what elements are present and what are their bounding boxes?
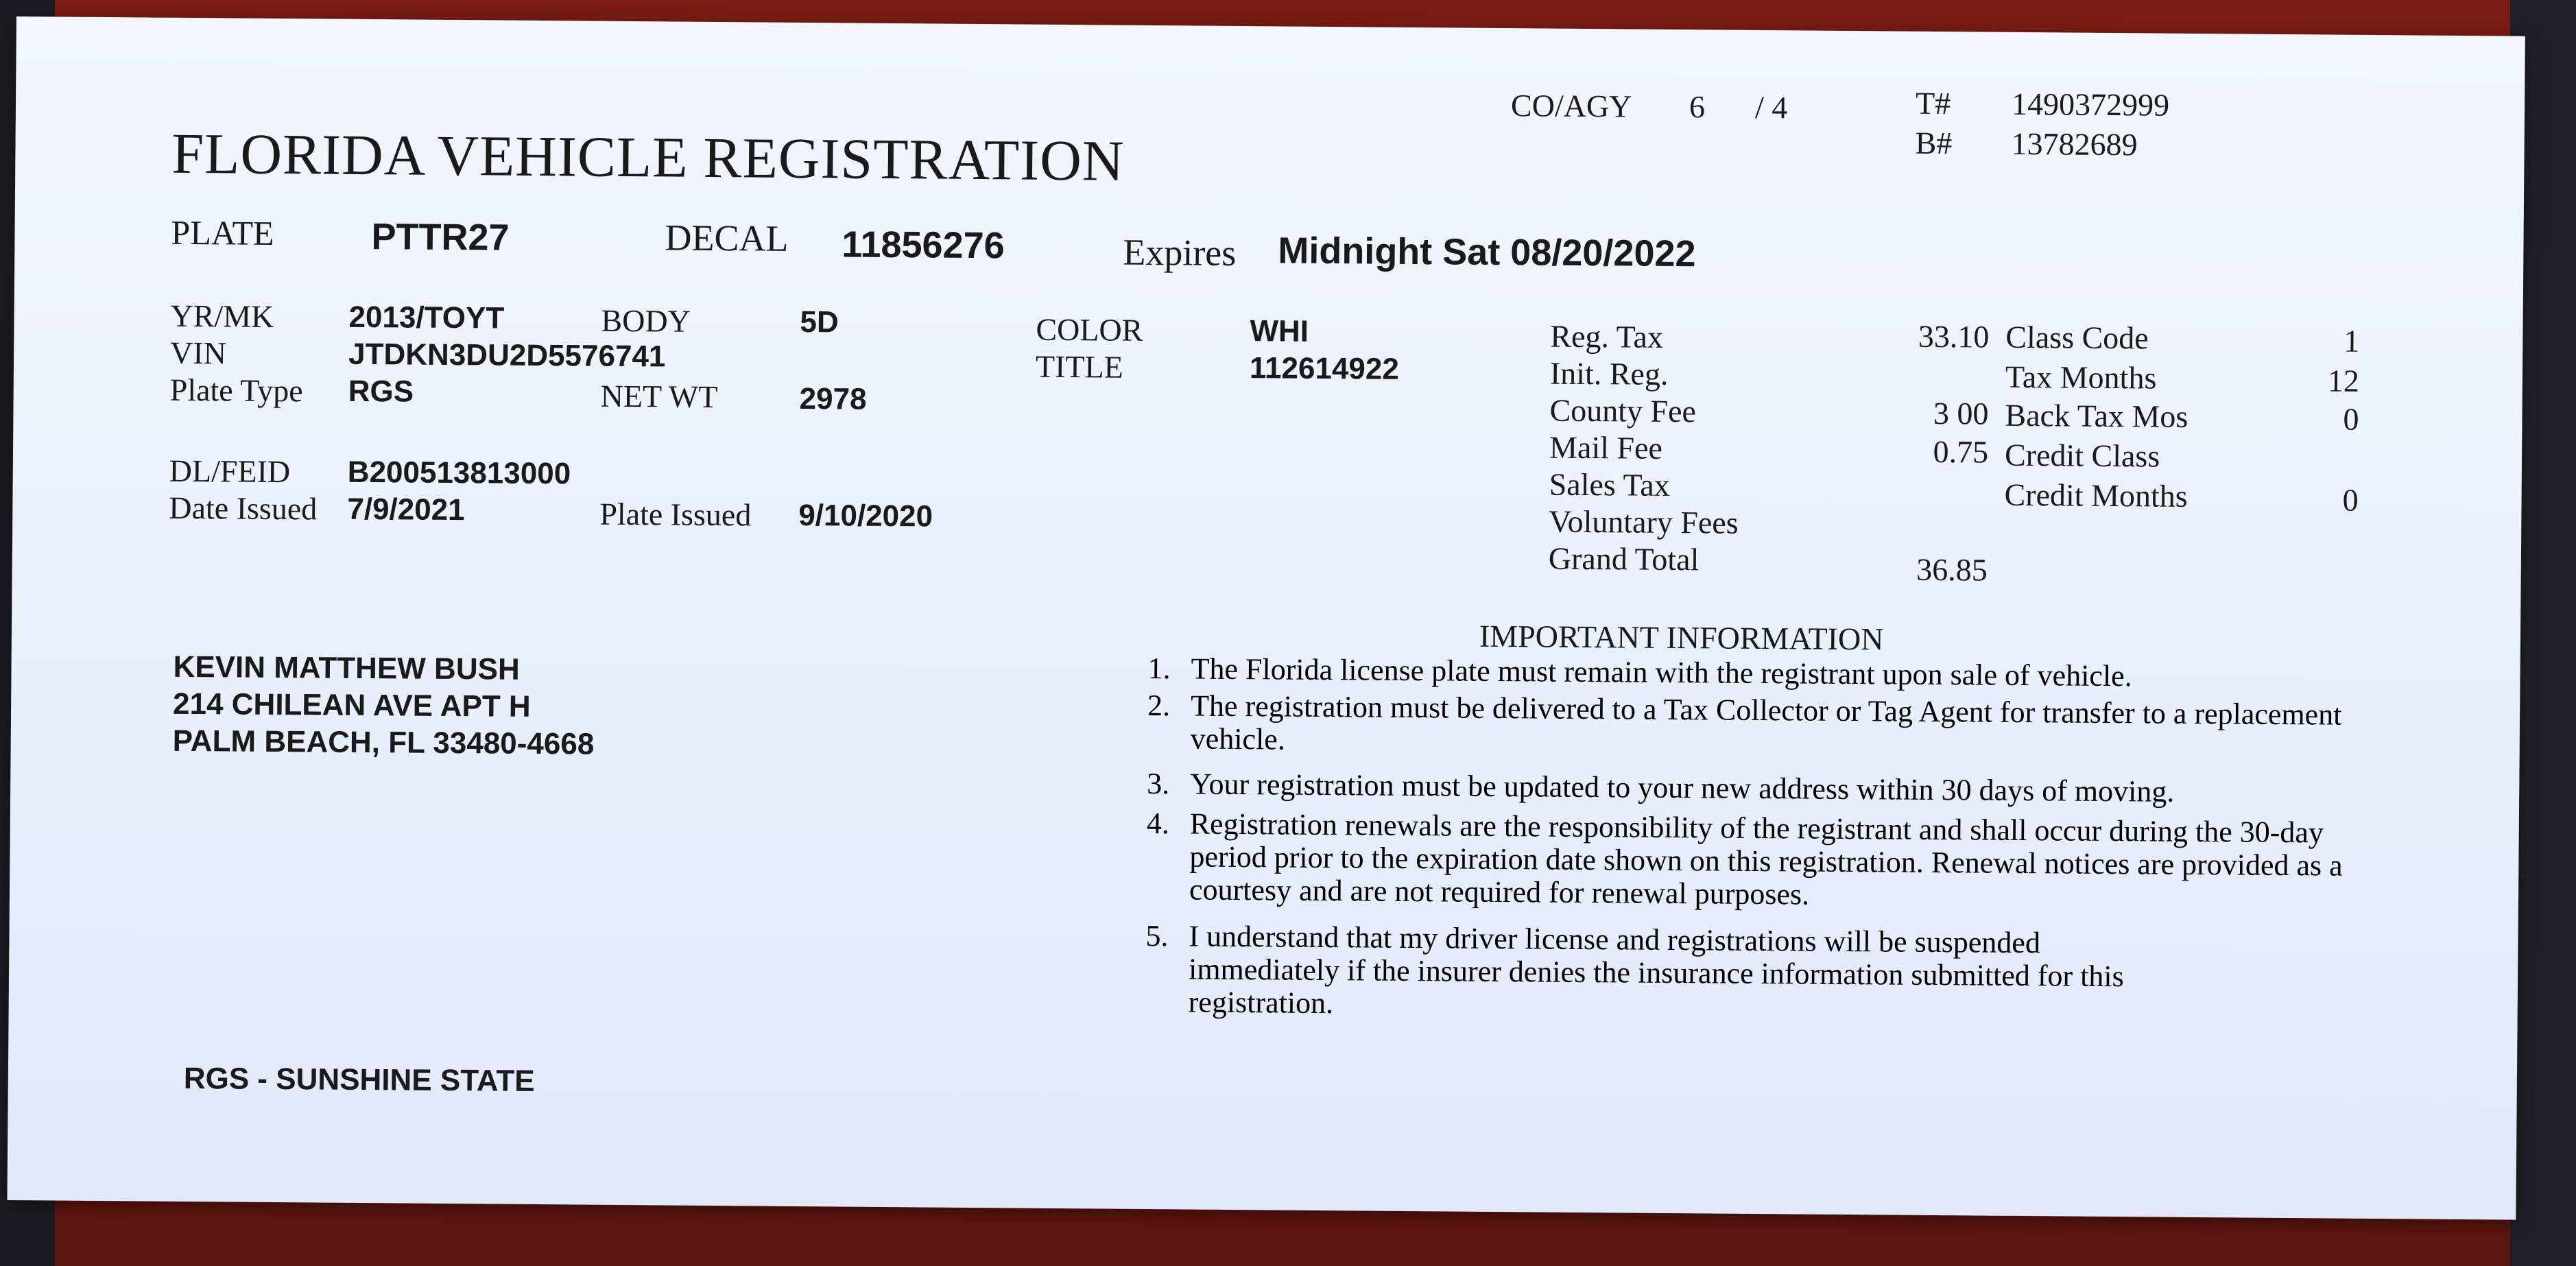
color-label: COLOR xyxy=(1036,311,1143,348)
vin-value: JTDKN3DU2D5576741 xyxy=(348,337,666,374)
co-agy-value: 6 xyxy=(1689,89,1706,125)
important-item xyxy=(1134,918,2369,1020)
important-item-text: The Florida license plate must remain with the registrant upon sale of vehicle. xyxy=(1191,652,2132,693)
important-item-text: Your registration must be updated to your new address within 30 days of moving. xyxy=(1190,767,2175,809)
important-item-text: The registration must be delivered to a Tax Collector or Tag Agent for transfer to a replacement vehicle. xyxy=(1190,689,2342,756)
color-value: WHI xyxy=(1250,314,1309,348)
yrmk-value: 2013/TOYT xyxy=(348,300,505,335)
owner-street: 214 CHILEAN AVE APT H xyxy=(172,686,531,724)
important-item-number: 2. xyxy=(1147,688,1171,723)
mail-fee-value: 0.75 xyxy=(1933,433,1989,470)
county-fee-value: 3 00 xyxy=(1933,395,1989,431)
t-number-label: T# xyxy=(1915,85,1951,121)
b-number-value: 13782689 xyxy=(2011,126,2138,163)
class-code-value: 1 xyxy=(2344,323,2360,359)
decal-value: 11856276 xyxy=(842,224,1005,267)
plate-value: PTTR27 xyxy=(371,216,510,259)
title-label: TITLE xyxy=(1035,348,1123,385)
co-agy-label: CO/AGY xyxy=(1510,88,1632,124)
dl-feid-label: DL/FEID xyxy=(169,453,291,490)
important-item-number: 5. xyxy=(1145,918,1169,953)
init-reg-label: Init. Reg. xyxy=(1549,355,1669,392)
registration-document xyxy=(7,16,2525,1220)
document-title: FLORIDA VEHICLE REGISTRATION xyxy=(171,121,1125,193)
body-label: BODY xyxy=(601,302,691,339)
back-tax-label: Back Tax Mos xyxy=(2005,397,2189,434)
t-number-value: 1490372999 xyxy=(2011,86,2170,123)
reg-tax-label: Reg. Tax xyxy=(1550,318,1664,355)
mail-fee-label: Mail Fee xyxy=(1549,429,1663,466)
plate-type-value: RGS xyxy=(348,374,414,409)
credit-class-label: Credit Class xyxy=(2004,437,2160,474)
back-tax-value: 0 xyxy=(2343,401,2359,437)
yrmk-label: YR/MK xyxy=(170,298,274,334)
important-item-number: 4. xyxy=(1146,806,1170,841)
important-item xyxy=(1135,766,2370,809)
expires-value: Midnight Sat 08/20/2022 xyxy=(1278,230,1696,275)
co-agy-suffix: / 4 xyxy=(1754,89,1788,126)
important-item xyxy=(1135,806,2370,911)
expires-label: Expires xyxy=(1123,231,1237,274)
tax-months-value: 12 xyxy=(2327,363,2360,398)
county-fee-label: County Fee xyxy=(1549,392,1697,429)
grand-total-value: 36.85 xyxy=(1916,551,1988,588)
grand-total-label: Grand Total xyxy=(1548,540,1700,577)
important-item-number: 1. xyxy=(1147,651,1171,686)
plate-series: RGS - SUNSHINE STATE xyxy=(183,1061,535,1098)
tax-months-label: Tax Months xyxy=(2005,359,2157,396)
credit-months-label: Credit Months xyxy=(2004,477,2188,514)
date-issued-value: 7/9/2021 xyxy=(347,492,465,527)
date-issued-label: Date Issued xyxy=(169,490,318,527)
owner-city-state-zip: PALM BEACH, FL 33480-4668 xyxy=(172,724,595,761)
important-item-number: 3. xyxy=(1147,766,1170,801)
decal-label: DECAL xyxy=(665,217,789,259)
net-wt-label: NET WT xyxy=(600,378,718,415)
title-value: 112614922 xyxy=(1249,351,1400,386)
class-code-label: Class Code xyxy=(2005,319,2149,356)
sales-tax-label: Sales Tax xyxy=(1549,466,1670,503)
important-item-text: Registration renewals are the responsibility of the registrant and shall occur during the 30-day period prior to the expiration date shown on this registration. Renewal notices are provided as a courtesy and are not required for renewal purposes. xyxy=(1189,807,2343,911)
dl-feid-value: B200513813000 xyxy=(347,455,571,491)
body-value: 5D xyxy=(800,304,839,339)
credit-months-value: 0 xyxy=(2342,482,2359,518)
b-number-label: B# xyxy=(1915,125,1953,161)
plate-issued-value: 9/10/2020 xyxy=(798,498,933,534)
reg-tax-value: 33.10 xyxy=(1918,318,1990,355)
plate-issued-label: Plate Issued xyxy=(599,496,752,533)
plate-type-label: Plate Type xyxy=(169,372,303,409)
vin-label: VIN xyxy=(169,335,227,371)
net-wt-value: 2978 xyxy=(799,381,867,416)
plate-label: PLATE xyxy=(171,213,274,252)
voluntary-fees-label: Voluntary Fees xyxy=(1549,503,1739,540)
important-heading: IMPORTANT INFORMATION xyxy=(1479,618,1884,657)
owner-name: KEVIN MATTHEW BUSH xyxy=(173,649,520,686)
important-item-text: I understand that my driver license and registrations will be suspended immediately if the insurer denies the insurance information submitted for this registration. xyxy=(1188,919,2124,1020)
